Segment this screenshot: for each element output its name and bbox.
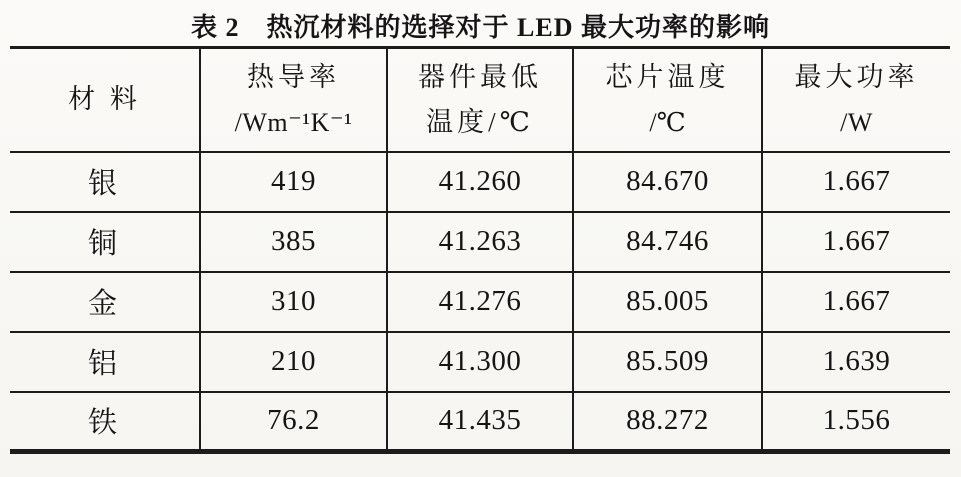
- device-min-temp-cell: 41.260: [387, 152, 573, 212]
- conductivity-cell: 310: [200, 272, 387, 332]
- chip-temp-cell: 84.746: [573, 212, 762, 272]
- col-header-conductivity-label: 热导率: [247, 61, 340, 92]
- col-header-conductivity-unit: /Wm⁻¹K⁻¹: [234, 107, 353, 137]
- col-header-chip-temp-label: 芯片温度: [605, 61, 730, 92]
- table-caption: 表 2 热沉材料的选择对于 LED 最大功率的影响: [191, 13, 770, 42]
- heat-sink-material-table: [10, 46, 950, 454]
- conductivity-cell: 210: [200, 332, 387, 392]
- table-row-silver: [10, 152, 950, 212]
- header-row: [10, 48, 950, 152]
- material-cell: 金: [10, 272, 200, 332]
- table-row-iron: [10, 392, 950, 452]
- col-header-max-power-label: 最大功率: [794, 61, 919, 92]
- col-header-chip-temp: [573, 48, 762, 152]
- conductivity-cell: 76.2: [200, 392, 387, 452]
- col-header-device-min-temp-label: 器件最低: [418, 61, 542, 92]
- chip-temp-cell: 85.509: [573, 332, 762, 392]
- chip-temp-cell: 84.670: [573, 152, 762, 212]
- max-power-cell: 1.556: [762, 392, 950, 452]
- col-header-material-label: 材 料: [68, 84, 141, 115]
- max-power-cell: 1.639: [762, 332, 950, 392]
- device-min-temp-cell: 41.276: [387, 272, 573, 332]
- conductivity-cell: 419: [200, 152, 387, 212]
- col-header-chip-temp-unit: /℃: [649, 107, 686, 137]
- device-min-temp-cell: 41.263: [387, 212, 573, 272]
- conductivity-cell: 385: [200, 212, 387, 272]
- material-cell: 银: [10, 152, 200, 212]
- device-min-temp-cell: 41.300: [387, 332, 573, 392]
- chip-temp-cell: 85.005: [573, 272, 762, 332]
- max-power-cell: 1.667: [762, 152, 950, 212]
- col-header-material: [10, 48, 200, 152]
- chip-temp-cell: 88.272: [573, 392, 762, 452]
- col-header-max-power: [762, 48, 950, 152]
- max-power-cell: 1.667: [762, 212, 950, 272]
- table-row-copper: [10, 212, 950, 272]
- col-header-device-min-temp-unit: 温度/℃: [426, 106, 534, 137]
- table-row-aluminum: [10, 332, 950, 392]
- max-power-cell: 1.667: [762, 272, 950, 332]
- material-cell: 铜: [10, 212, 200, 272]
- material-cell: 铁: [10, 392, 200, 452]
- col-header-conductivity: [200, 48, 387, 152]
- material-cell: 铝: [10, 332, 200, 392]
- col-header-device-min-temp: [387, 48, 573, 152]
- device-min-temp-cell: 41.435: [387, 392, 573, 452]
- table-row-gold: [10, 272, 950, 332]
- col-header-max-power-unit: /W: [840, 107, 873, 137]
